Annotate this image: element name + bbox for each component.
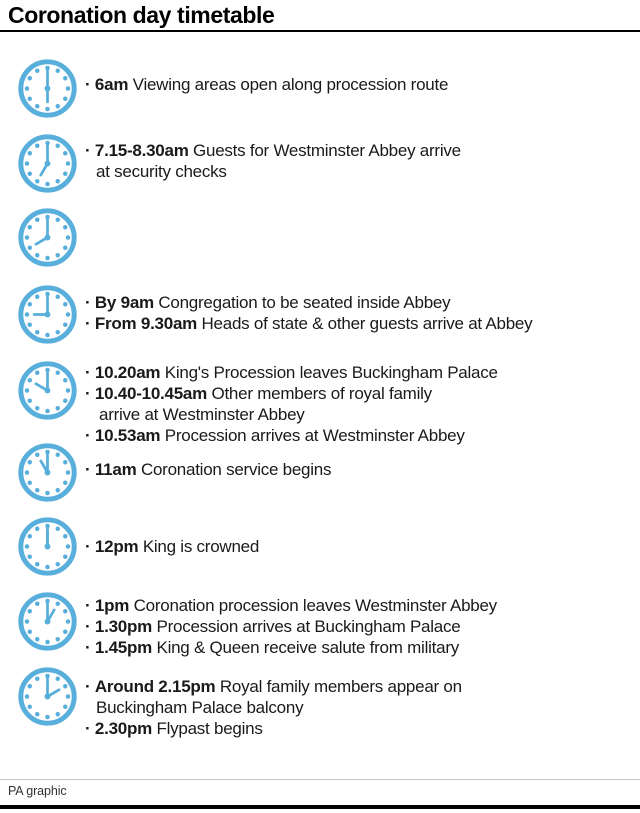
- event-time: 7.15-8.30am: [94, 141, 189, 160]
- clock-icon-1pm: [17, 591, 78, 652]
- clock-icon-2pm: [17, 666, 78, 727]
- event-time: 1pm: [94, 596, 130, 615]
- bottom-bar: [0, 805, 640, 809]
- event-time: From 9.30am: [94, 314, 198, 333]
- event-line: [85, 595, 632, 616]
- event-line: [85, 313, 632, 334]
- event-time: 10.20am: [94, 363, 161, 382]
- bullet: ·: [85, 75, 91, 94]
- event-line: [85, 637, 632, 658]
- event-line: [85, 74, 632, 95]
- bullet: ·: [85, 617, 91, 636]
- event-text: Coronation procession leaves Westminster Abbey: [133, 596, 497, 615]
- event-time: 12pm: [94, 537, 139, 556]
- bullet: ·: [85, 293, 91, 312]
- event-text: Procession arrives at Buckingham Palace: [156, 617, 461, 636]
- clock-icon-7am: [17, 133, 78, 194]
- event-text: arrive at Westminster Abbey: [99, 405, 305, 424]
- clock-icon-10am: [17, 360, 78, 421]
- clock-icon-8am: [17, 207, 78, 268]
- bullet: ·: [85, 384, 91, 403]
- event-text: Royal family members appear on: [219, 677, 462, 696]
- event-text: Flypast begins: [156, 719, 263, 738]
- event-text: Viewing areas open along procession route: [132, 75, 449, 94]
- bullet: ·: [85, 314, 91, 333]
- clock-icon-11am: [17, 442, 78, 503]
- timetable-row-11am: [17, 442, 632, 503]
- event-text: Congregation to be seated inside Abbey: [158, 293, 451, 312]
- clock-icon-12pm: [17, 516, 78, 577]
- bullet: ·: [85, 638, 91, 657]
- event-line-continued: [85, 161, 632, 182]
- event-text: Procession arrives at Westminster Abbey: [164, 426, 465, 445]
- footer-rule: [0, 779, 640, 780]
- timetable-row-8am: [17, 207, 632, 268]
- event-time: 1.30pm: [94, 617, 152, 636]
- bullet: ·: [85, 426, 91, 445]
- event-line: [85, 718, 632, 739]
- clock-icon-9am: [17, 284, 78, 345]
- event-text: at security checks: [96, 162, 227, 181]
- bullet: ·: [85, 363, 91, 382]
- event-line-continued: [85, 697, 632, 718]
- event-time: 10.40-10.45am: [94, 384, 207, 403]
- event-line: [85, 383, 632, 404]
- event-line: [85, 676, 632, 697]
- timetable-row-2pm: [17, 666, 632, 738]
- timetable-row-9am: [17, 284, 632, 345]
- bullet: ·: [85, 719, 91, 738]
- page-title: Coronation day timetable: [8, 2, 275, 28]
- event-line-continued: [85, 404, 632, 425]
- bullet: ·: [85, 460, 91, 479]
- clock-icon-6am: [17, 58, 78, 119]
- event-time: By 9am: [94, 293, 154, 312]
- event-text: Heads of state & other guests arrive at Abbey: [201, 314, 533, 333]
- event-text: King & Queen receive salute from military: [156, 638, 459, 657]
- event-line: [85, 292, 632, 313]
- event-time: 2.30pm: [94, 719, 152, 738]
- event-line: [85, 140, 632, 161]
- bullet: ·: [85, 677, 91, 696]
- timetable-row-1pm: [17, 591, 632, 657]
- event-time: Around 2.15pm: [94, 677, 216, 696]
- event-line: [85, 616, 632, 637]
- event-line: [85, 459, 632, 480]
- event-text: King is crowned: [142, 537, 260, 556]
- event-time: 11am: [94, 460, 137, 479]
- event-time: 10.53am: [94, 426, 161, 445]
- timetable-row-715am: [17, 133, 632, 194]
- event-text: Coronation service begins: [140, 460, 332, 479]
- event-text: King's Procession leaves Buckingham Palace: [164, 363, 498, 382]
- event-line: [85, 362, 632, 383]
- bullet: ·: [85, 596, 91, 615]
- timetable-row-10am: [17, 360, 632, 445]
- event-time: 6am: [94, 75, 129, 94]
- timetable-row-6am: [17, 58, 632, 119]
- event-line: [85, 536, 632, 557]
- timetable-row-12pm: [17, 516, 632, 577]
- credit-text: PA graphic: [8, 784, 67, 798]
- event-text: Guests for Westminster Abbey arrive: [193, 141, 461, 160]
- event-time: 1.45pm: [94, 638, 152, 657]
- event-text: Buckingham Palace balcony: [96, 698, 304, 717]
- title-rule: [0, 30, 640, 32]
- bullet: ·: [85, 537, 91, 556]
- bullet: ·: [85, 141, 91, 160]
- event-text: Other members of royal family: [211, 384, 432, 403]
